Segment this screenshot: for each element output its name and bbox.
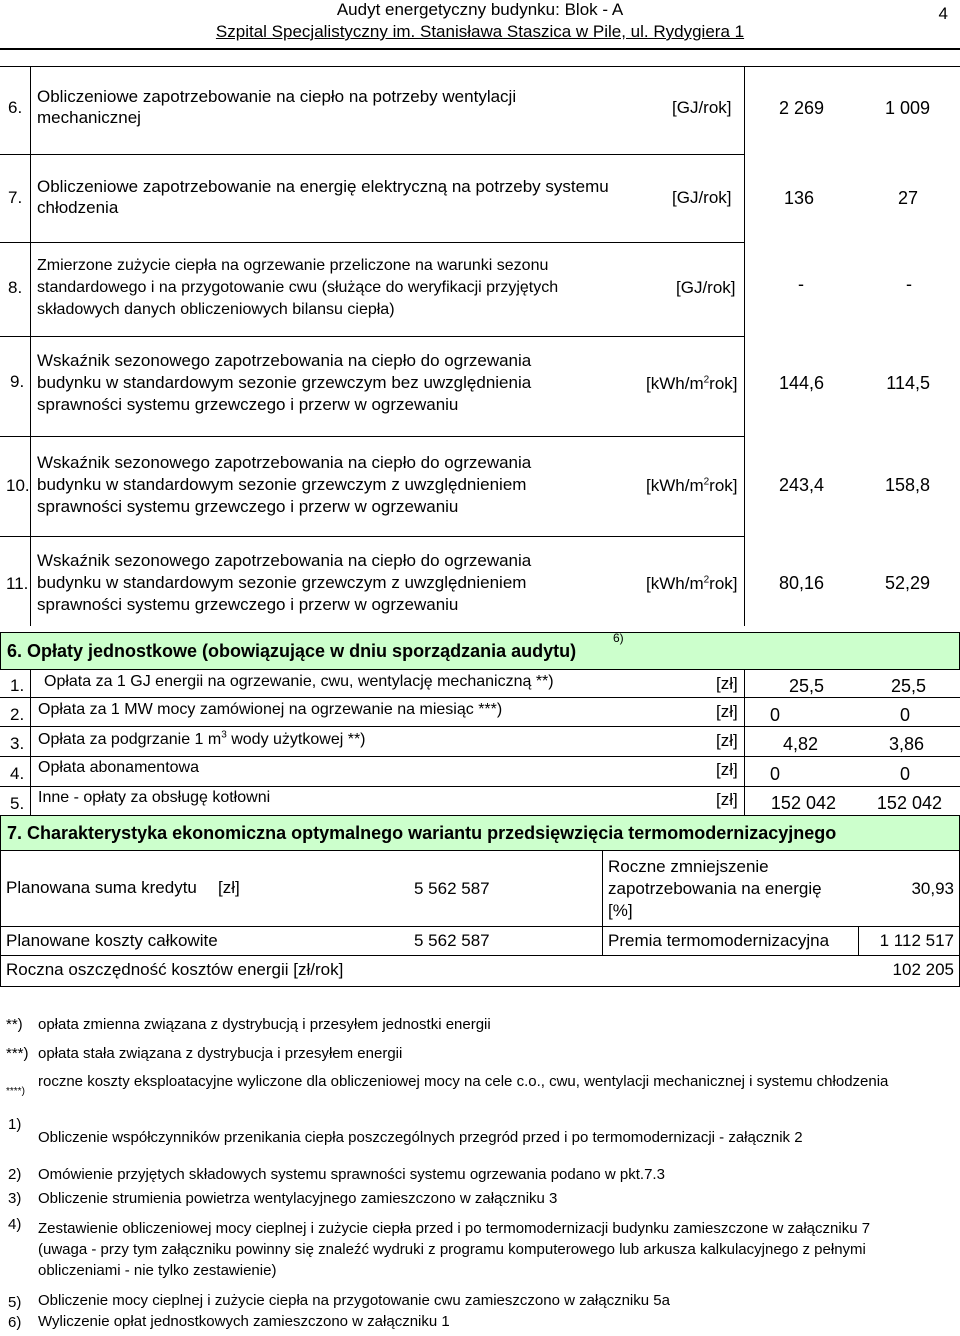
row-value-before: 136 — [783, 188, 814, 208]
row-description: Obliczeniowe zapotrzebowanie na ciepło na potrzeby wentylacji mechanicznej — [37, 87, 517, 127]
fee-unit: [zł] — [716, 790, 738, 809]
fee-description: Inne - opłaty za obsługę kotłowni — [38, 789, 271, 806]
row-value-before: 243,4 — [778, 475, 824, 495]
row-divider — [0, 926, 960, 927]
row-description: Wskaźnik sezonowego zapotrzebowania na ciepło do ogrzewania budynku w standardowym sezonie grzewczym z uwzględnieniem sprawności systemu grzewczego i przerw w ogrzewaniu — [37, 551, 532, 614]
footnote-text: Zestawienie obliczeniowej mocy cieplnej i zużycie ciepła przed i po termomodernizacji budynku zamieszczone w załączniku 7 (uwaga - przy tym załączniku powinny się znaleźć wydruki z programu komputerowego lub arkusza kalkulacyjnego z pełnymi obliczeniami - nie tylko zestawienie) — [38, 1220, 871, 1279]
row-value-before: - — [798, 274, 804, 294]
fee-value-after: 25,5 — [890, 676, 926, 696]
fee-description: Opłata abonamentowa — [38, 759, 199, 776]
row-number: 11. — [6, 574, 29, 593]
row-unit: [GJ/rok] — [672, 98, 732, 117]
row-divider — [0, 756, 960, 757]
footnote-text: opłata zmienna związana z dystrybucją i przesyłem jednostki energii — [38, 1016, 491, 1033]
row-divider — [0, 336, 744, 337]
row-unit: [GJ/rok] — [672, 188, 732, 207]
row-divider — [0, 697, 960, 698]
row-value-after: - — [906, 274, 912, 294]
savings-label: Roczna oszczędność kosztów energii [zł/rok] — [6, 960, 344, 979]
row-value-before: 144,6 — [778, 373, 824, 393]
fee-unit: [zł] — [716, 760, 738, 779]
footnote-mark: ***) — [6, 1045, 29, 1062]
row-divider — [0, 536, 744, 537]
fee-value-after: 0 — [899, 764, 910, 784]
fee-number: 1. — [10, 676, 25, 695]
section-6-title-note: 6) — [613, 631, 624, 645]
section-6-title: 6. Opłaty jednostkowe (obowiązujące w dniu sporządzania audytu) — [7, 641, 577, 661]
row-value-before: 2 269 — [778, 98, 824, 118]
fee-description: Opłata za 1 MW mocy zamówionej na ogrzewanie na miesiąc ***) — [38, 701, 503, 718]
premium-value: 1 112 517 — [879, 931, 954, 950]
fee-value-before: 152 042 — [770, 793, 836, 813]
row-unit: [GJ/rok] — [676, 278, 736, 297]
row-value-after: 52,29 — [884, 573, 930, 593]
fee-value-after: 3,86 — [888, 734, 924, 754]
row-divider — [744, 66, 960, 67]
footnote-mark: 5) — [8, 1294, 22, 1311]
column-divider — [30, 66, 31, 626]
total-cost-value: 5 562 587 — [414, 931, 490, 950]
row-number: 6. — [8, 98, 23, 117]
reduction-label: Roczne zmniejszenie zapotrzebowania na energię [%] — [608, 857, 822, 920]
footnote-mark: 6) — [8, 1314, 22, 1331]
savings-value: 102 205 — [892, 960, 954, 979]
footnote-text: Obliczenie współczynników przenikania ciepła poszczególnych przegród przed i po termomodernizacji - załącznik 2 — [38, 1129, 803, 1146]
column-divider — [744, 669, 745, 815]
fee-value-after: 152 042 — [876, 793, 942, 813]
row-description: Wskaźnik sezonowego zapotrzebowania na ciepło do ogrzewania budynku w standardowym sezonie grzewczym z uwzględnieniem sprawności systemu grzewczego i przerw w ogrzewaniu — [37, 453, 532, 516]
footnote-mark: 2) — [8, 1166, 22, 1183]
row-divider — [0, 726, 960, 727]
row-description: Wskaźnik sezonowego zapotrzebowania na ciepło do ogrzewania budynku w standardowym sezonie grzewczym bez uwzględnienia sprawności systemu grzewczego i przerw w ogrzewaniu — [37, 351, 532, 414]
column-divider — [30, 669, 31, 815]
credit-unit: [zł] — [218, 878, 240, 897]
row-value-after: 1 009 — [884, 98, 930, 118]
footnote-mark: 1) — [8, 1116, 22, 1133]
row-unit: $[kWh/m^2rok]$ — [646, 574, 738, 593]
section-6-header — [0, 632, 960, 670]
footnote-mark: **) — [6, 1016, 23, 1033]
row-divider — [0, 955, 960, 956]
footnote-mark: 4) — [8, 1216, 22, 1233]
row-value-before: 80,16 — [778, 573, 824, 593]
footnote-text: roczne koszty eksploatacyjne wyliczone dla obliczeniowej mocy na cele c.o., cwu, wentylacji mechanicznej i systemu chłodzenia — [38, 1073, 889, 1090]
row-divider — [0, 786, 960, 787]
header-divider — [0, 48, 960, 50]
row-divider — [0, 66, 744, 67]
footnote-mark: ****) — [6, 1086, 25, 1097]
total-cost-label: Planowane koszty całkowite — [6, 931, 218, 950]
reduction-value: 30,93 — [911, 879, 954, 898]
fee-unit: [zł] — [716, 674, 738, 693]
row-divider — [0, 242, 744, 243]
row-unit: $[kWh/m^2rok]$ — [646, 476, 738, 495]
column-divider — [602, 850, 603, 956]
row-value-after: 158,8 — [884, 475, 930, 495]
header-title-line2: Szpital Specjalistyczny im. Stanisława Staszica w Pile, ul. Rydygiera 1 — [215, 22, 745, 41]
fee-number: 2. — [10, 705, 25, 724]
fee-number: 4. — [10, 764, 25, 783]
row-unit: $[kWh/m^2rok]$ — [646, 374, 738, 393]
footnote-text: Obliczenie mocy cieplnej i zużycie ciepła na przygotowanie cwu zamieszczono w załączniku 5a — [38, 1292, 670, 1309]
credit-value: 5 562 587 — [414, 879, 490, 898]
row-value-after: 27 — [897, 188, 918, 208]
row-number: 8. — [8, 278, 23, 297]
fee-value-after: 0 — [899, 705, 910, 725]
row-value-after: 114,5 — [886, 373, 930, 393]
credit-label: Planowana suma kredytu — [6, 878, 197, 897]
row-description: Zmierzone zużycie ciepła na ogrzewanie przeliczone na warunki sezonu standardowego i na przygotowanie cwu (służące do weryfikacji przyjętych składowych danych obliczeniowych bilansu ciepła) — [37, 257, 559, 318]
fee-unit: [zł] — [716, 731, 738, 750]
fee-value-before: 25,5 — [788, 676, 824, 696]
fee-value-before: 0 — [769, 764, 780, 784]
footnote-text: Omówienie przyjętych składowych systemu sprawności systemu ogrzewania podano w pkt.7.3 — [38, 1166, 665, 1183]
row-divider — [0, 154, 744, 155]
fee-number: 3. — [10, 734, 25, 753]
footnote-text: opłata stała związana z dystrybucja i przesyłem energii — [38, 1045, 403, 1062]
section-7-header — [0, 815, 960, 851]
fee-value-before: 4,82 — [782, 734, 818, 754]
row-description: Obliczeniowe zapotrzebowanie na energię elektryczną na potrzeby systemu chłodzenia — [37, 177, 609, 217]
fee-description: Opłata za podgrzanie 1 $m^3$ wody użytkowej **) — [38, 729, 366, 748]
section-7-title: 7. Charakterystyka ekonomiczna optymalnego wariantu przedsięwzięcia termomodernizacyjnego — [7, 823, 837, 843]
row-divider — [0, 436, 744, 437]
header-title-line1: Audyt energetyczny budynku: Blok - A — [336, 0, 624, 19]
page-number: 4 — [938, 4, 948, 23]
footnote-text: Obliczenie strumienia powietrza wentylacyjnego zamieszczono w załączniku 3 — [38, 1190, 558, 1207]
footnote-text: Wyliczenie opłat jednostkowych zamieszczono w załączniku 1 — [38, 1313, 450, 1330]
footnote-mark: 3) — [8, 1190, 22, 1207]
fee-unit: [zł] — [716, 702, 738, 721]
row-number: 10. — [6, 476, 30, 495]
row-number: 7. — [8, 188, 23, 207]
row-number: 9. — [10, 372, 25, 391]
column-divider — [858, 926, 859, 956]
column-divider — [744, 66, 745, 626]
fee-number: 5. — [10, 794, 25, 813]
fee-description: Opłata za 1 GJ energii na ogrzewanie, cwu, wentylację mechaniczną **) — [44, 673, 554, 690]
premium-label: Premia termomodernizacyjna — [608, 931, 830, 950]
fee-value-before: 0 — [769, 705, 780, 725]
